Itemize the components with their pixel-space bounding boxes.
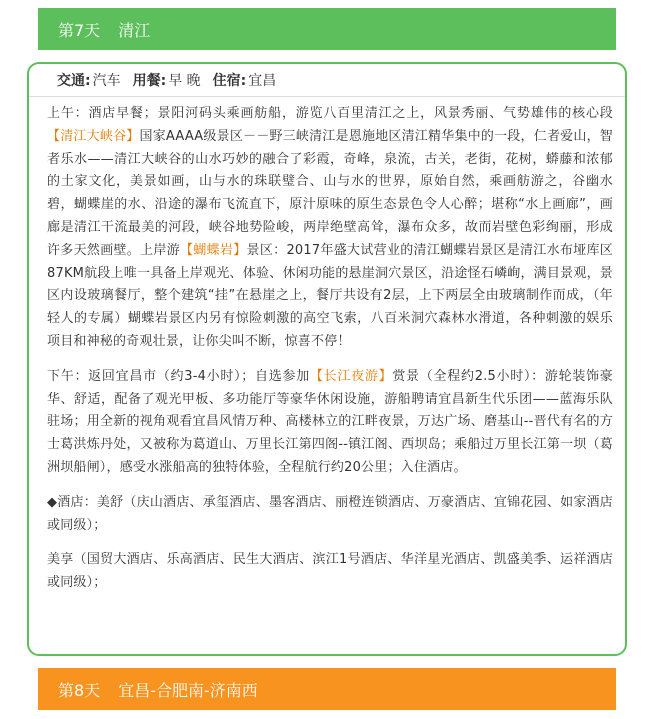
stay-label: 住宿:: [212, 73, 247, 89]
morning-text-3: 景区：2017年盛大试营业的清江蝴蝶岩景区是清江水布垭库区87KM航段上唯一具备上岸观光、体验、休闲功能的悬崖洞穴景区，沿途怪石嶙峋，满目景观，景区内设玻璃餐厅，整个建筑“挂”在悬崖之上，餐厅共设有2层，上下两层全由玻璃制作而成，（年轻人的专属）蝴蝶岩景区内另有惊险刺激的高空飞索，八百米洞穴森林水滑道，各种刺激的娱乐项目和神秘的奇观壮景，让你尖叫不断，惊喜不停！: [47, 242, 613, 349]
stay-value: 宜昌: [248, 73, 277, 89]
day-7-number: 第7天: [58, 20, 101, 40]
day-8-header: [38, 668, 616, 710]
yangtze-night-tour-highlight: 【长江夜游】: [309, 368, 393, 384]
meixiang-paragraph: 美享（国贸大酒店、乐高酒店、民生大酒店、滨江1号酒店、华洋星光酒店、凯盛美季、运祥酒店或同级）；: [47, 552, 613, 591]
meal-label: 用餐:: [132, 73, 167, 89]
meal-value: 早 晚: [168, 73, 201, 89]
day-7-itinerary-card: [27, 62, 627, 656]
transport-label: 交通:: [57, 73, 91, 89]
hotel-paragraph: ◆酒店：美舒（庆山酒店、承玺酒店、墨客酒店、丽橙连锁酒店、万豪酒店、宜锦花园、如家酒店或同级）；: [47, 494, 613, 533]
itinerary-body: [29, 97, 625, 595]
day-8-number: 第8天: [58, 680, 101, 700]
travel-info-row: [29, 64, 625, 97]
day-8-title: 宜昌-合肥南-济南西: [118, 680, 258, 700]
qingjiang-canyon-highlight: 【清江大峡谷】: [47, 128, 140, 144]
afternoon-text-2: 赏景（全程约2.5小时）：游轮装饰豪华、舒适，配备了观光甲板、多功能厅等豪华休闲设施，游船聘请宜昌新生代乐团——蓝海乐队驻场；用全新的视角观看宜昌风情万种、高楼林立的江畔夜景，万达广场、磨基山--晋代有名的方士葛洪炼丹处，又被称为葛道山、万里长江第四阁--镇江阁、西坝岛；乘船过万里长江第一坝（葛洲坝船闸），感受水涨船高的独特体验，全程航行约20公里；入住酒店。: [47, 368, 614, 475]
morning-text-1: 上午：酒店早餐；景阳河码头乘画舫船，游览八百里清江之上，风景秀丽、气势雄伟的核心段: [47, 106, 613, 121]
butterfly-rock-highlight: 【蝴蝶岩】: [180, 242, 247, 258]
day-7-title: 清江: [118, 20, 151, 40]
afternoon-paragraph: [47, 366, 613, 480]
morning-paragraph: [47, 103, 613, 354]
morning-text-2: 国家AAAA级景区－－野三峡清江是恩施地区清江精华集中的一段，仁者爱山，智者乐水——清江大峡谷的山水巧妙的融合了彩霞，奇峰，泉流，古关，老街，花树，蟒藤和浓郁的土家文化，美景如画，山与水的珠联璧合、山与水的世界，原始自然，乘画舫游之，谷幽水碧，蝴蝶崖的水、沿途的瀑布飞流直下，原汁原味的原生态景色令人心醉；堪称“水上画廊”，画廊是清江干流最美的河段，峡谷地势险峻，两岸绝壁高耸，瀑布众多，故而岩壁色彩绚丽，形成许多天然画壁。上岸游: [47, 128, 613, 258]
day-7-header: [38, 8, 616, 50]
transport-value: 汽车: [92, 73, 121, 89]
afternoon-text-1: 下午：返回宜昌市（约3-4小时）；自选参加: [47, 368, 310, 384]
